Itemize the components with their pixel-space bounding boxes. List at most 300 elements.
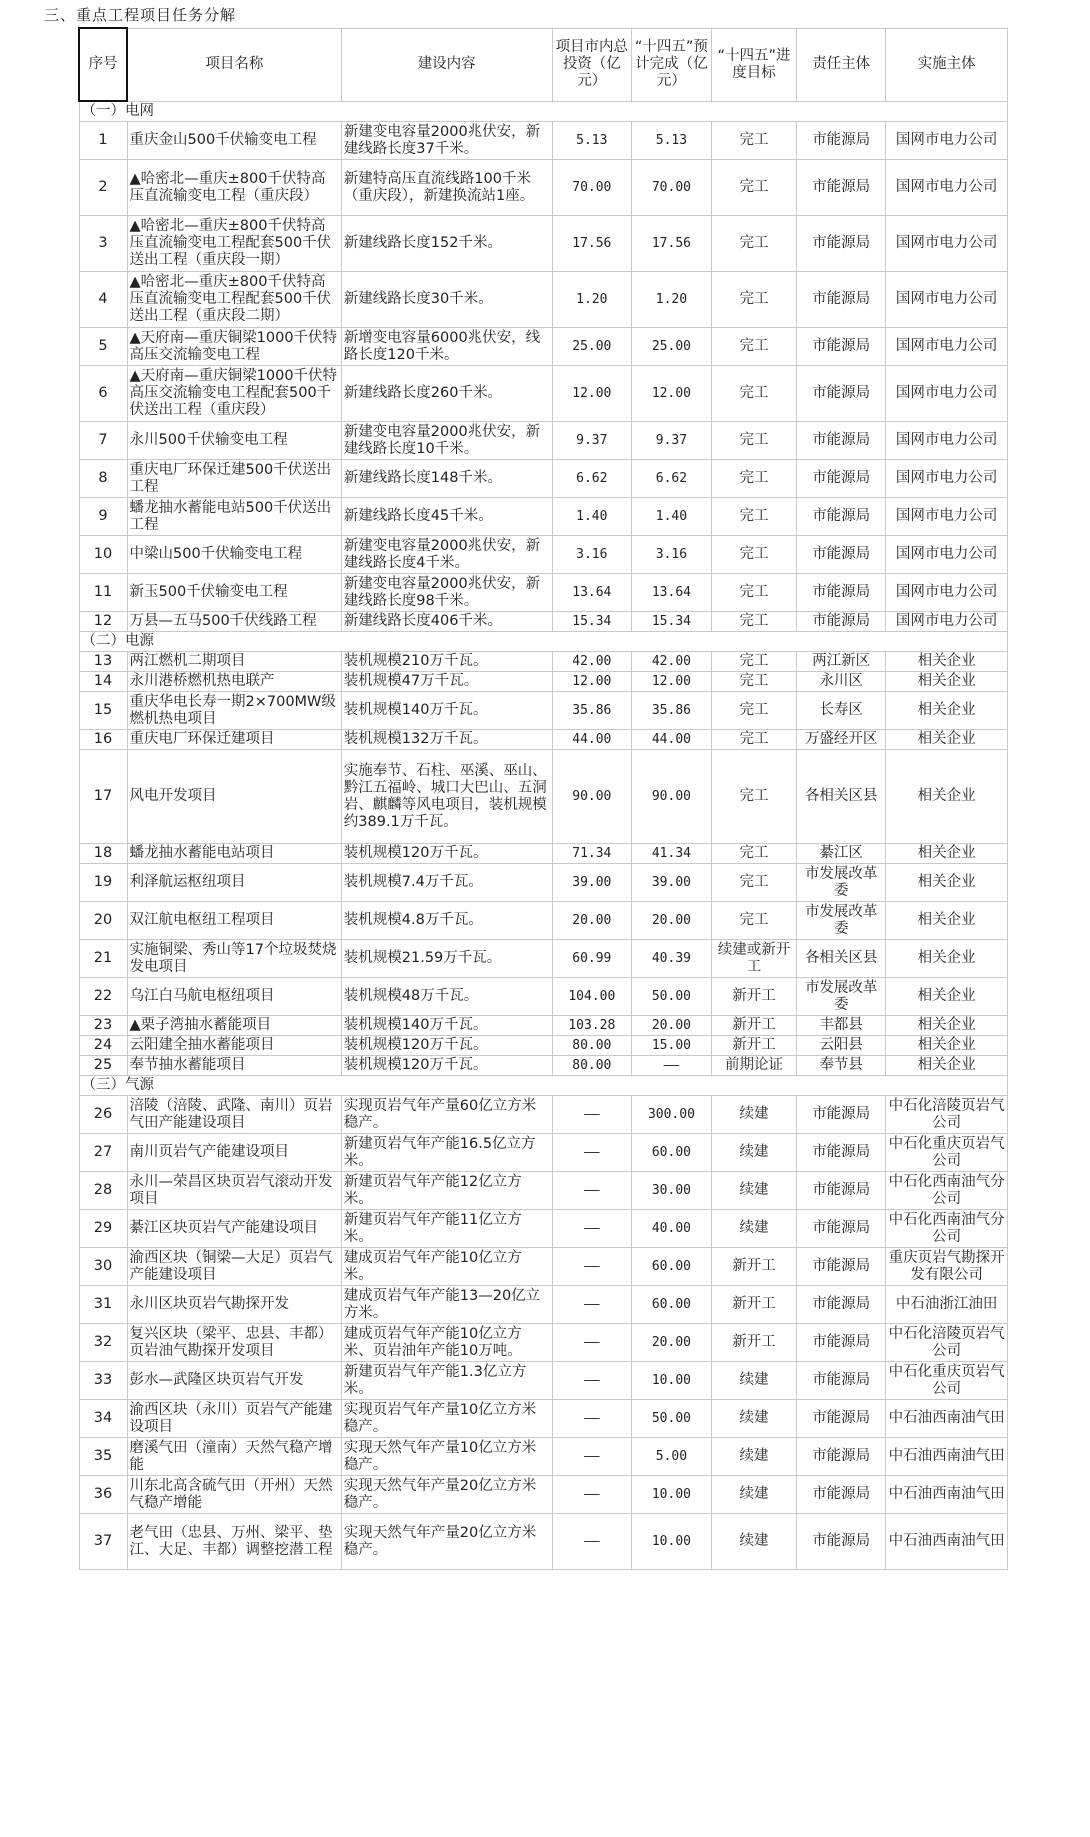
progress-goal-cell: 前期论证 (711, 1056, 796, 1076)
construction-content-cell: 装机规模120万千瓦。 (341, 1056, 552, 1076)
construction-content-cell: 建成页岩气年产能10亿立方米、页岩油年产能10万吨。 (341, 1324, 552, 1362)
progress-goal-cell: 完工 (711, 652, 796, 672)
table-row (79, 1362, 1008, 1400)
total-investment-cell: —— (552, 1248, 632, 1286)
project-name-cell: 蟠龙抽水蓄能电站项目 (127, 844, 341, 864)
progress-goal-cell: 完工 (711, 422, 796, 460)
total-investment-cell: 1.20 (552, 272, 632, 328)
table-row (79, 940, 1008, 978)
implementing-party-cell: 相关企业 (886, 864, 1008, 902)
header-cell: 责任主体 (797, 28, 886, 101)
planned-completion-cell: 20.00 (632, 902, 712, 940)
planned-completion-cell: 60.00 (632, 1134, 712, 1172)
implementing-party-cell: 中石化西南油气分公司 (886, 1210, 1008, 1248)
planned-completion-cell: 12.00 (632, 672, 712, 692)
project-name-cell: 磨溪气田（潼南）天然气稳产增能 (127, 1438, 341, 1476)
row-number-cell: 1 (79, 122, 127, 160)
progress-goal-cell: 完工 (711, 902, 796, 940)
implementing-party-cell: 国网市电力公司 (886, 422, 1008, 460)
implementing-party-cell: 国网市电力公司 (886, 272, 1008, 328)
table-row (79, 422, 1008, 460)
implementing-party-cell: 相关企业 (886, 940, 1008, 978)
responsible-party-cell: 市能源局 (797, 460, 886, 498)
construction-content-cell: 装机规模21.59万千瓦。 (341, 940, 552, 978)
planned-completion-cell: 40.39 (632, 940, 712, 978)
responsible-party-cell: 市能源局 (797, 1172, 886, 1210)
progress-goal-cell: 新开工 (711, 1016, 796, 1036)
project-name-cell: 涪陵（涪陵、武隆、南川）页岩气田产能建设项目 (127, 1096, 341, 1134)
row-number-cell: 4 (79, 272, 127, 328)
implementing-party-cell: 中石油浙江油田 (886, 1286, 1008, 1324)
row-number-cell: 2 (79, 160, 127, 216)
total-investment-cell: 80.00 (552, 1056, 632, 1076)
planned-completion-cell: 70.00 (632, 160, 712, 216)
progress-goal-cell: 续建 (711, 1400, 796, 1438)
table-row (79, 1324, 1008, 1362)
implementing-party-cell: 相关企业 (886, 1016, 1008, 1036)
planned-completion-cell: 50.00 (632, 978, 712, 1016)
project-name-cell: 老气田（忠县、万州、梁平、垫江、大足、丰都）调整挖潜工程 (127, 1514, 341, 1570)
project-name-cell: 新玉500千伏输变电工程 (127, 574, 341, 612)
project-name-cell: 重庆电厂环保迁建500千伏送出工程 (127, 460, 341, 498)
row-number-cell: 11 (79, 574, 127, 612)
progress-goal-cell: 完工 (711, 122, 796, 160)
total-investment-cell: 71.34 (552, 844, 632, 864)
progress-goal-cell: 新开工 (711, 1286, 796, 1324)
construction-content-cell: 新建线路长度260千米。 (341, 366, 552, 422)
table-row (79, 366, 1008, 422)
progress-goal-cell: 续建 (711, 1134, 796, 1172)
planned-completion-cell: 10.00 (632, 1362, 712, 1400)
table-row (79, 160, 1008, 216)
planned-completion-cell: 20.00 (632, 1324, 712, 1362)
row-number-cell: 13 (79, 652, 127, 672)
header-cell: 实施主体 (886, 28, 1008, 101)
header-cell: 序号 (79, 28, 127, 101)
implementing-party-cell: 相关企业 (886, 978, 1008, 1016)
header-cell: 项目市内总投资（亿元） (552, 28, 632, 101)
row-number-cell: 34 (79, 1400, 127, 1438)
row-number-cell: 31 (79, 1286, 127, 1324)
total-investment-cell: 5.13 (552, 122, 632, 160)
header-cell: 建设内容 (341, 28, 552, 101)
project-name-cell: 永川区块页岩气勘探开发 (127, 1286, 341, 1324)
responsible-party-cell: 云阳县 (797, 1036, 886, 1056)
table-row (79, 1400, 1008, 1438)
construction-content-cell: 装机规模47万千瓦。 (341, 672, 552, 692)
planned-completion-cell: 15.00 (632, 1036, 712, 1056)
total-investment-cell: 44.00 (552, 730, 632, 750)
responsible-party-cell: 市能源局 (797, 1362, 886, 1400)
responsible-party-cell: 市能源局 (797, 1400, 886, 1438)
table-row (79, 1438, 1008, 1476)
planned-completion-cell: 12.00 (632, 366, 712, 422)
responsible-party-cell: 长寿区 (797, 692, 886, 730)
row-number-cell: 5 (79, 328, 127, 366)
implementing-party-cell: 中石化西南油气分公司 (886, 1172, 1008, 1210)
implementing-party-cell: 相关企业 (886, 692, 1008, 730)
responsible-party-cell: 市能源局 (797, 1096, 886, 1134)
total-investment-cell: 90.00 (552, 750, 632, 844)
project-name-cell: 重庆华电长寿一期2×700MW级燃机热电项目 (127, 692, 341, 730)
construction-content-cell: 新建页岩气年产能11亿立方米。 (341, 1210, 552, 1248)
implementing-party-cell: 相关企业 (886, 1036, 1008, 1056)
implementing-party-cell: 国网市电力公司 (886, 216, 1008, 272)
responsible-party-cell: 市能源局 (797, 160, 886, 216)
construction-content-cell: 新建页岩气年产能12亿立方米。 (341, 1172, 552, 1210)
table-row (79, 1248, 1008, 1286)
progress-goal-cell: 完工 (711, 160, 796, 216)
responsible-party-cell: 万盛经开区 (797, 730, 886, 750)
responsible-party-cell: 市能源局 (797, 366, 886, 422)
construction-content-cell: 建成页岩气年产能10亿立方米。 (341, 1248, 552, 1286)
section-title: （一）电网 (79, 101, 1008, 122)
row-number-cell: 27 (79, 1134, 127, 1172)
table-row (79, 1134, 1008, 1172)
implementing-party-cell: 国网市电力公司 (886, 366, 1008, 422)
progress-goal-cell: 完工 (711, 750, 796, 844)
row-number-cell: 32 (79, 1324, 127, 1362)
responsible-party-cell: 市能源局 (797, 612, 886, 632)
responsible-party-cell: 市能源局 (797, 1248, 886, 1286)
project-name-cell: ▲哈密北—重庆±800千伏特高压直流输变电工程配套500千伏送出工程（重庆段一期） (127, 216, 341, 272)
implementing-party-cell: 国网市电力公司 (886, 122, 1008, 160)
total-investment-cell: 20.00 (552, 902, 632, 940)
row-number-cell: 18 (79, 844, 127, 864)
implementing-party-cell: 中石油西南油气田 (886, 1514, 1008, 1570)
implementing-party-cell: 相关企业 (886, 730, 1008, 750)
planned-completion-cell: 20.00 (632, 1016, 712, 1036)
progress-goal-cell: 新开工 (711, 1324, 796, 1362)
implementing-party-cell: 国网市电力公司 (886, 160, 1008, 216)
row-number-cell: 21 (79, 940, 127, 978)
responsible-party-cell: 市能源局 (797, 1438, 886, 1476)
responsible-party-cell: 市能源局 (797, 1324, 886, 1362)
implementing-party-cell: 相关企业 (886, 652, 1008, 672)
section-header-row (79, 632, 1008, 652)
table-row (79, 1016, 1008, 1036)
planned-completion-cell: 50.00 (632, 1400, 712, 1438)
table-row (79, 122, 1008, 160)
project-name-cell: ▲天府南—重庆铜梁1000千伏特高压交流输变电工程 (127, 328, 341, 366)
construction-content-cell: 装机规模120万千瓦。 (341, 844, 552, 864)
table-row (79, 864, 1008, 902)
project-name-cell: 永川—荣昌区块页岩气滚动开发项目 (127, 1172, 341, 1210)
total-investment-cell: 6.62 (552, 460, 632, 498)
table-row (79, 460, 1008, 498)
construction-content-cell: 装机规模7.4万千瓦。 (341, 864, 552, 902)
construction-content-cell: 新建变电容量2000兆伏安，新建线路长度4千米。 (341, 536, 552, 574)
table-row (79, 652, 1008, 672)
total-investment-cell: —— (552, 1362, 632, 1400)
progress-goal-cell: 完工 (711, 366, 796, 422)
table-row (79, 844, 1008, 864)
progress-goal-cell: 续建 (711, 1362, 796, 1400)
construction-content-cell: 装机规模120万千瓦。 (341, 1036, 552, 1056)
progress-goal-cell: 完工 (711, 612, 796, 632)
planned-completion-cell: 25.00 (632, 328, 712, 366)
row-number-cell: 36 (79, 1476, 127, 1514)
total-investment-cell: —— (552, 1096, 632, 1134)
table-row (79, 978, 1008, 1016)
project-name-cell: ▲哈密北—重庆±800千伏特高压直流输变电工程（重庆段） (127, 160, 341, 216)
progress-goal-cell: 续建 (711, 1514, 796, 1570)
row-number-cell: 23 (79, 1016, 127, 1036)
implementing-party-cell: 中石化重庆页岩气公司 (886, 1134, 1008, 1172)
planned-completion-cell: 1.20 (632, 272, 712, 328)
table-body (79, 101, 1008, 1570)
implementing-party-cell: 国网市电力公司 (886, 574, 1008, 612)
construction-content-cell: 实现天然气年产量20亿立方米稳产。 (341, 1514, 552, 1570)
responsible-party-cell: 市能源局 (797, 272, 886, 328)
progress-goal-cell: 续建 (711, 1172, 796, 1210)
project-name-cell: 奉节抽水蓄能项目 (127, 1056, 341, 1076)
total-investment-cell: 42.00 (552, 652, 632, 672)
total-investment-cell: 39.00 (552, 864, 632, 902)
implementing-party-cell: 相关企业 (886, 672, 1008, 692)
progress-goal-cell: 完工 (711, 272, 796, 328)
row-number-cell: 19 (79, 864, 127, 902)
responsible-party-cell: 两江新区 (797, 652, 886, 672)
planned-completion-cell: 6.62 (632, 460, 712, 498)
planned-completion-cell: 35.86 (632, 692, 712, 730)
responsible-party-cell: 綦江区 (797, 844, 886, 864)
project-name-cell: 复兴区块（梁平、忠县、丰都）页岩油气勘探开发项目 (127, 1324, 341, 1362)
responsible-party-cell: 各相关区县 (797, 750, 886, 844)
project-name-cell: ▲天府南—重庆铜梁1000千伏特高压交流输变电工程配套500千伏送出工程（重庆段） (127, 366, 341, 422)
planned-completion-cell: 60.00 (632, 1286, 712, 1324)
project-name-cell: 重庆电厂环保迁建项目 (127, 730, 341, 750)
project-name-cell: 利泽航运枢纽项目 (127, 864, 341, 902)
responsible-party-cell: 市能源局 (797, 1476, 886, 1514)
row-number-cell: 35 (79, 1438, 127, 1476)
page-title: 三、重点工程项目任务分解 (44, 6, 237, 24)
project-name-cell: 渝西区块（永川）页岩气产能建设项目 (127, 1400, 341, 1438)
implementing-party-cell: 相关企业 (886, 750, 1008, 844)
implementing-party-cell: 国网市电力公司 (886, 328, 1008, 366)
header-cell: “十四五”预计完成（亿元） (632, 28, 712, 101)
project-name-cell: ▲哈密北—重庆±800千伏特高压直流输变电工程配套500千伏送出工程（重庆段二期） (127, 272, 341, 328)
progress-goal-cell: 续建 (711, 1210, 796, 1248)
project-name-cell: 重庆金山500千伏输变电工程 (127, 122, 341, 160)
table-row (79, 498, 1008, 536)
responsible-party-cell: 市能源局 (797, 1514, 886, 1570)
table-row (79, 750, 1008, 844)
row-number-cell: 24 (79, 1036, 127, 1056)
table-row (79, 1096, 1008, 1134)
progress-goal-cell: 新开工 (711, 1248, 796, 1286)
construction-content-cell: 新建特高压直流线路100千米（重庆段），新建换流站1座。 (341, 160, 552, 216)
project-name-cell: 乌江白马航电枢纽项目 (127, 978, 341, 1016)
row-number-cell: 15 (79, 692, 127, 730)
row-number-cell: 28 (79, 1172, 127, 1210)
total-investment-cell: —— (552, 1210, 632, 1248)
row-number-cell: 6 (79, 366, 127, 422)
project-name-cell: 两江燃机二期项目 (127, 652, 341, 672)
table-row (79, 536, 1008, 574)
construction-content-cell: 新建线路长度406千米。 (341, 612, 552, 632)
total-investment-cell: 104.00 (552, 978, 632, 1016)
responsible-party-cell: 永川区 (797, 672, 886, 692)
planned-completion-cell: 15.34 (632, 612, 712, 632)
header-cell: “十四五”进度目标 (711, 28, 796, 101)
total-investment-cell: 13.64 (552, 574, 632, 612)
project-name-cell: 风电开发项目 (127, 750, 341, 844)
row-number-cell: 26 (79, 1096, 127, 1134)
construction-content-cell: 实现页岩气年产量60亿立方米稳产。 (341, 1096, 552, 1134)
planned-completion-cell: 40.00 (632, 1210, 712, 1248)
construction-content-cell: 新建变电容量2000兆伏安，新建线路长度98千米。 (341, 574, 552, 612)
total-investment-cell: —— (552, 1400, 632, 1438)
table-row (79, 1172, 1008, 1210)
progress-goal-cell: 完工 (711, 536, 796, 574)
construction-content-cell: 新建页岩气年产能1.3亿立方米。 (341, 1362, 552, 1400)
responsible-party-cell: 市能源局 (797, 122, 886, 160)
implementing-party-cell: 相关企业 (886, 902, 1008, 940)
implementing-party-cell: 中石化重庆页岩气公司 (886, 1362, 1008, 1400)
row-number-cell: 12 (79, 612, 127, 632)
table-header-row (79, 28, 1008, 101)
table-row (79, 1286, 1008, 1324)
total-investment-cell: 9.37 (552, 422, 632, 460)
total-investment-cell: 103.28 (552, 1016, 632, 1036)
total-investment-cell: —— (552, 1476, 632, 1514)
planned-completion-cell: 41.34 (632, 844, 712, 864)
construction-content-cell: 新建线路长度152千米。 (341, 216, 552, 272)
planned-completion-cell: 13.64 (632, 574, 712, 612)
construction-content-cell: 装机规模48万千瓦。 (341, 978, 552, 1016)
planned-completion-cell: 17.56 (632, 216, 712, 272)
progress-goal-cell: 续建 (711, 1476, 796, 1514)
row-number-cell: 14 (79, 672, 127, 692)
construction-content-cell: 新建线路长度30千米。 (341, 272, 552, 328)
responsible-party-cell: 市发展改革委 (797, 864, 886, 902)
implementing-party-cell: 相关企业 (886, 1056, 1008, 1076)
progress-goal-cell: 完工 (711, 844, 796, 864)
planned-completion-cell: 44.00 (632, 730, 712, 750)
table-row (79, 730, 1008, 750)
progress-goal-cell: 完工 (711, 864, 796, 902)
construction-content-cell: 建成页岩气年产能13—20亿立方米。 (341, 1286, 552, 1324)
construction-content-cell: 新建变电容量2000兆伏安，新建线路长度37千米。 (341, 122, 552, 160)
planned-completion-cell: 10.00 (632, 1514, 712, 1570)
implementing-party-cell: 中石油西南油气田 (886, 1400, 1008, 1438)
responsible-party-cell: 市发展改革委 (797, 978, 886, 1016)
total-investment-cell: 70.00 (552, 160, 632, 216)
responsible-party-cell: 奉节县 (797, 1056, 886, 1076)
row-number-cell: 33 (79, 1362, 127, 1400)
responsible-party-cell: 市能源局 (797, 536, 886, 574)
table-row (79, 574, 1008, 612)
planned-completion-cell: 60.00 (632, 1248, 712, 1286)
implementing-party-cell: 相关企业 (886, 844, 1008, 864)
row-number-cell: 16 (79, 730, 127, 750)
project-name-cell: 云阳建全抽水蓄能项目 (127, 1036, 341, 1056)
table-row (79, 272, 1008, 328)
table-row (79, 612, 1008, 632)
project-name-cell: 中梁山500千伏输变电工程 (127, 536, 341, 574)
responsible-party-cell: 各相关区县 (797, 940, 886, 978)
progress-goal-cell: 完工 (711, 498, 796, 536)
table-row (79, 1210, 1008, 1248)
project-name-cell: 永川500千伏输变电工程 (127, 422, 341, 460)
table-row (79, 902, 1008, 940)
responsible-party-cell: 市能源局 (797, 1210, 886, 1248)
project-name-cell: 万县—五马500千伏线路工程 (127, 612, 341, 632)
section-header-row (79, 1076, 1008, 1096)
row-number-cell: 37 (79, 1514, 127, 1570)
progress-goal-cell: 完工 (711, 328, 796, 366)
row-number-cell: 3 (79, 216, 127, 272)
progress-goal-cell: 完工 (711, 460, 796, 498)
progress-goal-cell: 完工 (711, 574, 796, 612)
responsible-party-cell: 市能源局 (797, 498, 886, 536)
implementing-party-cell: 中石化涪陵页岩气公司 (886, 1324, 1008, 1362)
planned-completion-cell: —— (632, 1056, 712, 1076)
row-number-cell: 8 (79, 460, 127, 498)
construction-content-cell: 新建线路长度45千米。 (341, 498, 552, 536)
section-title: （二）电源 (79, 632, 1008, 652)
project-name-cell: 永川港桥燃机热电联产 (127, 672, 341, 692)
project-name-cell: 南川页岩气产能建设项目 (127, 1134, 341, 1172)
implementing-party-cell: 国网市电力公司 (886, 498, 1008, 536)
responsible-party-cell: 市能源局 (797, 1134, 886, 1172)
total-investment-cell: —— (552, 1134, 632, 1172)
construction-content-cell: 新增变电容量6000兆伏安，线路长度120千米。 (341, 328, 552, 366)
progress-goal-cell: 完工 (711, 216, 796, 272)
row-number-cell: 29 (79, 1210, 127, 1248)
construction-content-cell: 装机规模140万千瓦。 (341, 692, 552, 730)
planned-completion-cell: 42.00 (632, 652, 712, 672)
planned-completion-cell: 90.00 (632, 750, 712, 844)
planned-completion-cell: 9.37 (632, 422, 712, 460)
planned-completion-cell: 10.00 (632, 1476, 712, 1514)
row-number-cell: 10 (79, 536, 127, 574)
total-investment-cell: 12.00 (552, 366, 632, 422)
responsible-party-cell: 市能源局 (797, 328, 886, 366)
total-investment-cell: —— (552, 1514, 632, 1570)
planned-completion-cell: 300.00 (632, 1096, 712, 1134)
planned-completion-cell: 5.00 (632, 1438, 712, 1476)
total-investment-cell: 12.00 (552, 672, 632, 692)
table-row (79, 1056, 1008, 1076)
implementing-party-cell: 国网市电力公司 (886, 460, 1008, 498)
planned-completion-cell: 30.00 (632, 1172, 712, 1210)
total-investment-cell: —— (552, 1286, 632, 1324)
section-title: （三）气源 (79, 1076, 1008, 1096)
construction-content-cell: 装机规模4.8万千瓦。 (341, 902, 552, 940)
construction-content-cell: 装机规模140万千瓦。 (341, 1016, 552, 1036)
table-row (79, 1514, 1008, 1570)
construction-content-cell: 实现天然气年产量20亿立方米稳产。 (341, 1476, 552, 1514)
progress-goal-cell: 完工 (711, 730, 796, 750)
row-number-cell: 30 (79, 1248, 127, 1286)
responsible-party-cell: 市发展改革委 (797, 902, 886, 940)
construction-content-cell: 新建线路长度148千米。 (341, 460, 552, 498)
implementing-party-cell: 中石化涪陵页岩气公司 (886, 1096, 1008, 1134)
project-name-cell: 彭水—武隆区块页岩气开发 (127, 1362, 341, 1400)
total-investment-cell: 25.00 (552, 328, 632, 366)
responsible-party-cell: 市能源局 (797, 1286, 886, 1324)
total-investment-cell: 80.00 (552, 1036, 632, 1056)
implementing-party-cell: 中石油西南油气田 (886, 1438, 1008, 1476)
implementing-party-cell: 国网市电力公司 (886, 612, 1008, 632)
responsible-party-cell: 丰都县 (797, 1016, 886, 1036)
construction-content-cell: 实现天然气年产量10亿立方米稳产。 (341, 1438, 552, 1476)
total-investment-cell: —— (552, 1438, 632, 1476)
total-investment-cell: —— (552, 1172, 632, 1210)
responsible-party-cell: 市能源局 (797, 574, 886, 612)
